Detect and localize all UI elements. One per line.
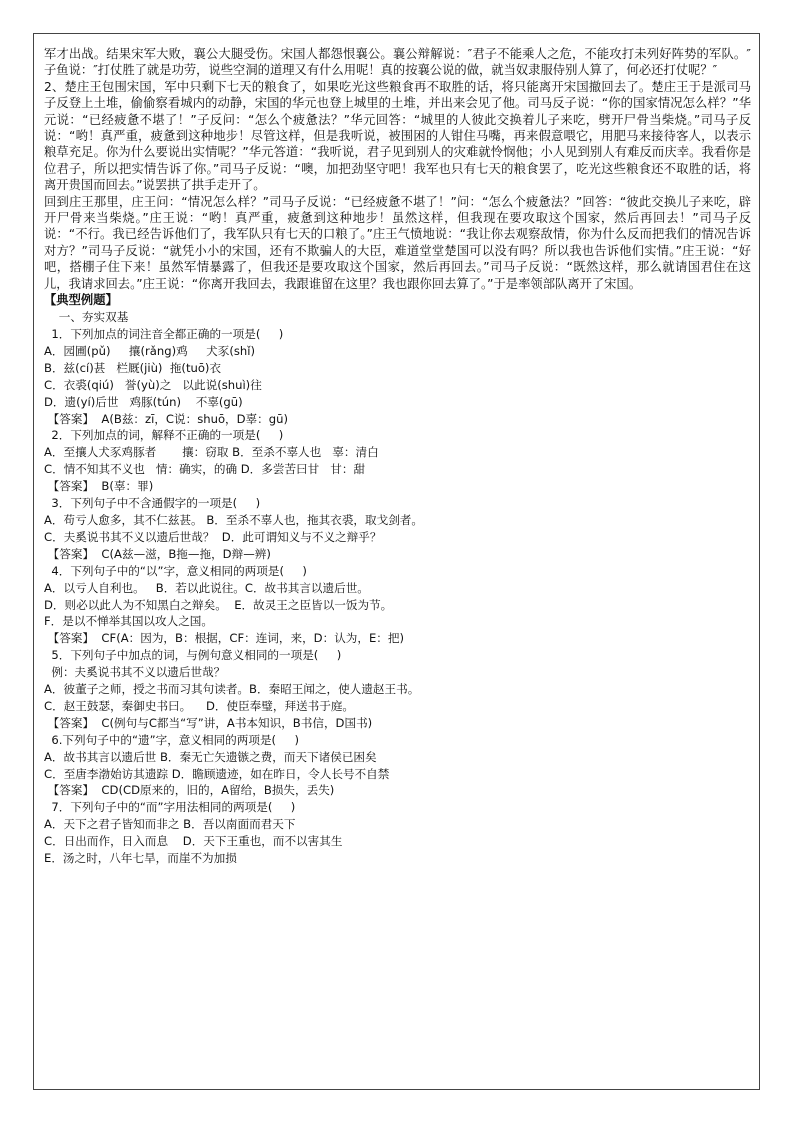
question-line: D．遗(yí)后世 鸡豚(tún) 不辜(gū) [44,394,243,409]
question-list [44,309,751,867]
question-line: 5．下列句子中加点的词，与例句意义相同的一项是( ) [44,648,342,663]
answer-line: 【答案】 A(B兹：zī，C说：shuō，D辜：gū) [44,411,288,426]
passage-paragraph-3: 回到庄王那里，庄王问：“情况怎么样？”司马子反说：“已经疲惫不堪了！”问：“怎么个疲惫法？”回答：“彼此交换儿子来吃，辟开尸骨来当柴烧。”庄王说：“哟！真严重，疲惫到这种地步！虽然这样，但我现在要攻取这个国家，然后再回去！”司马子反说：“不行。我已经告诉他们了，我军队只有七天的口粮了。”庄王气愤地说：“我让你去观察敌情，你为什么反而把我们的情况告诉对方？”司马子反说：“就凭小小的宋国，还有不欺骗人的大臣，难道堂堂楚国可以没有吗？所以我也告诉他们实情。”庄王说：“好吧，搭棚子住下来！虽然军情暴露了，但我还是要攻取这个国家，然后再回去。”司马子反说：“既然这样，那么就请国君住在这儿，我请求回去。”庄王说：“你离开我回去，我跟谁留在这里？我也跟你回去算了。”于是率领部队离开了宋国。 [44,194,751,291]
question-line: 一、夯实双基 [44,310,129,325]
document-body [44,46,751,867]
passage-paragraph-1: 军才出战。结果宋军大败，襄公大腿受伤。宋国人都怨恨襄公。襄公辩解说：″君子不能乘人之危，不能攻打未列好阵势的军队。″子鱼说：″打仗胜了就是功劳，说些空洞的道理又有什么用呢！真的按襄公说的做，就当奴隶服侍别人算了，何必还打仗呢？″ [44,47,751,78]
answer-line: 【答案】 CD(CD原来的，旧的，A留给，B损失，丢失) [44,783,335,798]
question-line: A．天下之君子皆知而非之 B．吾以南面而君天下 [44,817,296,832]
section-title: 【典型例题】 [44,293,118,308]
question-line: C．赵王鼓瑟，秦御史书曰。 D．使臣奉璧，拜送书于庭。 [44,698,355,713]
answer-line: 【答案】 B(辜：罪) [44,479,154,494]
question-line: C．夫奚说书其不义以遗后世哉？ D．此可谓知义与不义之辩乎？ [44,529,382,544]
passage-paragraph-2: 2、楚庄王包围宋国，军中只剩下七天的粮食了，如果吃光这些粮食再不取胜的话，将只能离开宋国撤回去了。楚庄王于是派司马子反登上土堆，偷偷察看城内的动静，宋国的华元也登上城里的土堆，并出来会见了他。司马反子说：“你的国家情况怎么样？”华元说：“已经疲惫不堪了！”子反问：“怎么个疲惫法？”华元回答：“城里的人彼此交换着儿子来吃，劈开尸骨当柴烧。”司马子反说：“哟！真严重，疲惫到这种地步！尽管这样，但是我听说，被围困的人钳住马嘴，再来假意喂它，用肥马来接待客人，以表示粮草充足。你为什么要说出实情呢？”华元答道：“我听说，君子见到别人的灾难就怜悯他；小人见到别人有难反而庆幸。我看你是位君子，所以把实情告诉了你。”司马子反说：“噢，加把劲坚守吧！我军也只有七天的粮食罢了，吃光这些粮食还不取胜的话，将离开贵国而回去。”说罢拱了拱手走开了。 [44,79,752,193]
question-line: A．园圃(pǔ) 攘(rǎng)鸡 犬豕(shǐ) [44,343,255,358]
question-line: 7．下列句子中的“而”字用法相同的两项是( ) [44,800,296,815]
answer-line: 【答案】 CF(A：因为，B：根据，CF：连词，来，D：认为，E：把) [44,631,405,646]
question-line: F．是以不惮举其国以攻人之国。 [44,614,213,629]
question-line: 2．下列加点的词，解释不正确的一项是( ) [44,428,284,443]
question-line: D．则必以此人为不知黑白之辩矣。 E．故灵王之臣皆以一饭为节。 [44,597,393,612]
question-line: A．以亏人自利也。 B．若以此说往。C．故书其言以遗后世。 [44,580,369,595]
question-line: C．衣裘(qiú) 誉(yù)之 以此说(shuì)往 [44,377,262,392]
question-line: 6.下列句子中的“遗”字，意义相同的两项是( ) [44,732,300,747]
question-line: E．汤之时，八年七旱，而崖不为加损 [44,851,237,866]
question-line: C．至唐李渤始访其遗踪 D．瞻顾遗迹，如在昨日，令人长号不自禁 [44,766,390,781]
question-line: 1．下列加点的词注音全都正确的一项是( ) [44,327,284,341]
question-line: C．情不知其不义也 情：确实，的确 D．多尝苦曰甘 甘：甜 [44,462,366,477]
answer-line: 【答案】 C(A兹—滋，B拖—拖，D辩—辨) [44,546,271,561]
question-line: 例：夫奚说书其不义以遗后世哉？ [44,665,226,680]
question-line: A．苟亏人愈多，其不仁兹甚。 B．至杀不辜人也，拖其衣裘，取戈剑者。 [44,512,423,527]
page-frame [33,33,760,1090]
question-line: A．至攘人犬豕鸡豚者 攘：窃取 B．至杀不辜人也 辜：清白 [44,445,379,460]
question-line: A．彼董子之师，授之书而习其句读者。B．秦昭王闻之，使人遗赵王书。 [44,682,420,697]
question-line: B．兹(cí)甚 栏厩(jiù) 拖(tuō)衣 [44,360,222,375]
question-line: 4．下列句子中的“以”字，意义相同的两项是( ) [44,563,307,578]
question-line: 3．下列句子中不含通假字的一项是( ) [44,496,261,511]
answer-line: 【答案】 C(例句与C都当“写”讲，A书本知识，B书信，D国书) [44,715,373,730]
question-line: A．故书其言以遗后世 B．秦无亡矢遗镞之费，而天下诸侯已困矣 [44,749,377,764]
question-line: C．日出而作，日入而息 D．天下王重也，而不以害其生 [44,834,343,849]
